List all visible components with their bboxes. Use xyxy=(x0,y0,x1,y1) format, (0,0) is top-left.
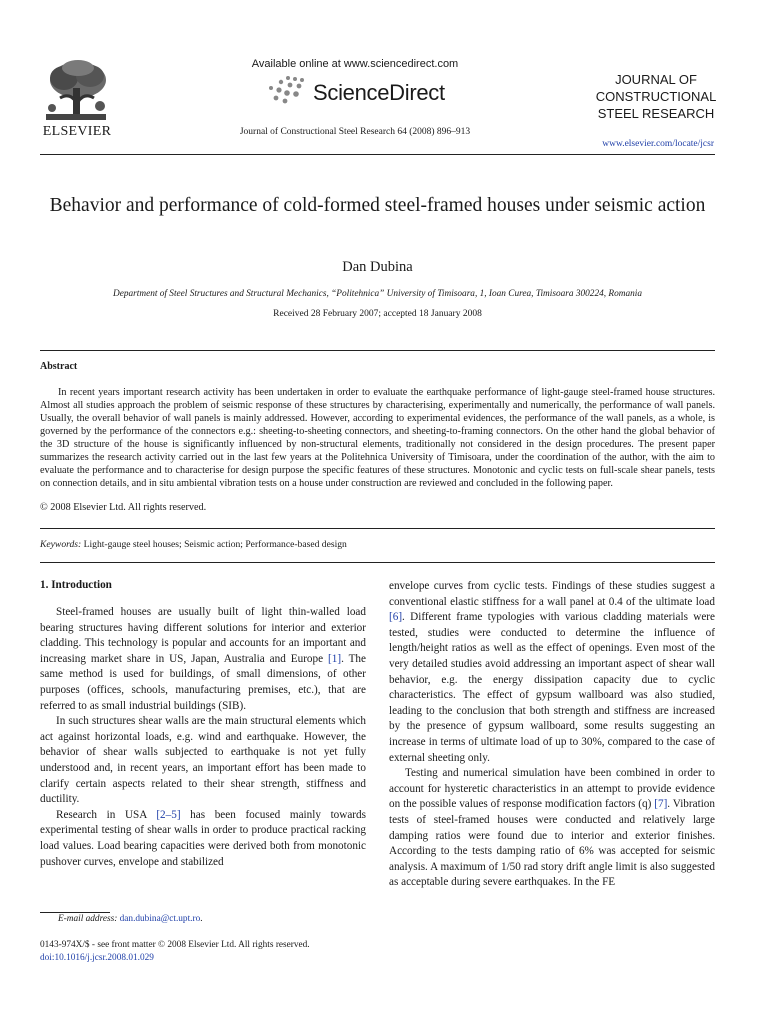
email-label: E-mail address: xyxy=(58,914,118,924)
intro-p4-text-b: . Different frame typologies with various cladding materials were tested, studies were conducted to determine the influence of length/height ratios as well as the effect of openings. Even most of the very detailed studies avoid addressing an important aspect of shear wall behavior, e.g. the energy dissipation capacity due to cyclic characteristics. The effect of gypsum wallboard was also studied, leading to the conclusion that both strength and stiffness are increased by the presence of gypsum wallboard, some results suggesting an increase in terms of ultimate load of up to 30%, compared to the case of external sheeting only. xyxy=(389,611,715,764)
journal-title-line-3: STEEL RESEARCH xyxy=(597,106,715,121)
intro-p1-text-b: . The same method is used for buildings, of small dimensions, of other purposes (offices, schools, manufacturing premises, etc.), that are referred to as small industrial buildings (SIB). xyxy=(40,652,366,712)
keywords-top-divider xyxy=(40,528,715,529)
journal-title-line-2: CONSTRUCTIONAL xyxy=(595,89,717,104)
journal-url-link[interactable]: www.elsevier.com/locate/jcsr xyxy=(602,139,714,149)
article-title: Behavior and performance of cold-formed steel-framed houses under seismic action xyxy=(49,195,706,216)
abstract-top-divider xyxy=(40,350,715,351)
footnote-divider xyxy=(40,912,110,913)
sciencedirect-dots-icon xyxy=(266,74,310,104)
keywords-line xyxy=(40,539,347,550)
author-name: Dan Dubina xyxy=(342,259,413,275)
intro-paragraph-4 xyxy=(389,579,715,766)
intro-p3-text-b: has been focused mainly towards experimental testing of shear walls in order to produce practical racking load values. Load bearing capacities were derived both from monotonic pushover curves, envelope and stabilized xyxy=(40,808,366,868)
intro-p5-text-b: . Vibration tests of steel-framed houses were conducted and relatively large damping ratios were found due to interior and exterior finishes. According to the tests damping ratio of 6% was accepted for seismic analysis. A maximum of 1/50 rad story drift angle limit is also suggested as acceptable during severe earthquakes. In the FE xyxy=(389,798,715,889)
journal-title-line-1: JOURNAL OF xyxy=(615,72,697,87)
journal-title xyxy=(586,71,726,122)
sciencedirect-wordmark: ScienceDirect xyxy=(313,80,445,105)
author-affiliation: Department of Steel Structures and Structural Mechanics, “Politehnica” University of Timisoara, 1, Ioan Curea, Timisoara 300224, Romania xyxy=(113,289,642,299)
intro-paragraph-2: In such structures shear walls are the main structural elements which act against horizontal loads, e.g. wind and earthquake. However, the behavior of shear walls subjected to earthquake is not yet fully understood and, in recent years, an important effort has been made to clarify certain aspects related to their shear strength, stiffness and ductility. xyxy=(40,715,366,806)
intro-paragraph-3 xyxy=(40,808,366,870)
citation-link-1[interactable]: [1] xyxy=(328,652,342,665)
keywords-label: Keywords: xyxy=(40,539,82,550)
intro-paragraph-1 xyxy=(40,605,366,714)
issn-copyright-line: 0143-974X/$ - see front matter © 2008 Elsevier Ltd. All rights reserved. xyxy=(40,940,310,950)
publisher-name: ELSEVIER xyxy=(42,124,112,139)
keywords-bottom-divider xyxy=(40,562,715,563)
citation-link-2-5[interactable]: [2–5] xyxy=(156,808,181,821)
author-email-footnote xyxy=(58,914,203,924)
intro-paragraph-5 xyxy=(389,766,715,891)
journal-citation: Journal of Constructional Steel Research 64 (2008) 896–913 xyxy=(239,127,471,137)
citation-link-6[interactable]: [6] xyxy=(389,611,403,624)
author-email-link[interactable]: dan.dubina@ct.upt.ro xyxy=(119,914,201,924)
abstract-copyright: © 2008 Elsevier Ltd. All rights reserved. xyxy=(40,502,207,513)
doi-link[interactable]: doi:10.1016/j.jcsr.2008.01.029 xyxy=(40,953,154,963)
abstract-heading: Abstract xyxy=(40,361,78,372)
citation-link-7[interactable]: [7] xyxy=(654,798,668,811)
abstract-body: In recent years important research activity has been undertaken in order to evaluate the earthquake performance of light-gauge steel-framed house structures. Almost all studies approach the problem of seismic response of these structures by characterising, experimentally and numerically, the performance of wall panels. Usually, the overall behavior of wall panels is mainly addressed. However, according to experimental evidences, the performance of the wall panels, as a whole, is governed by the performance of the connectors e.g.: sheeting-to-sheeting connectors, and sheeting-to-framing connectors. On the other hand the global behavior of the 3D structure of the house is significantly influenced by non-structural elements, traditionally not considered in the design procedures. The present paper summarizes the research activity carried out in the last few years at the Politehnica University of Timisoara, under the coordination of the author, with the aim to evaluate the performance and to characterise for design purpose the specific features of these structures. Monotonic and cyclic tests on full-scale shear panels, tests on connection details, and in situ ambiental vibration tests on a house under construction are reviewed and concluded in the following paper. xyxy=(40,387,715,490)
right-column xyxy=(389,579,715,891)
intro-p5-text-a: Testing and numerical simulation have been combined in order to account for hysteretic characteristics in an attempt to provide evidence on the possible values of response modification factors (q) xyxy=(389,767,715,811)
available-online-text[interactable]: Available online at www.sciencedirect.com xyxy=(251,58,459,70)
intro-p1-text-a: Steel-framed houses are usually built of light thin-walled load bearing structures having different solutions for interior and exterior cladding. This technology is popular and accounts for an important and increasing market share in US, Japan, Australia and Europe xyxy=(40,606,366,665)
intro-p3-text-a: Research in USA xyxy=(56,808,157,821)
intro-p4-text-a: envelope curves from cyclic tests. Findings of these studies suggest a conventional elastic stiffness for a wall panel at 0.4 of the ultimate load xyxy=(389,580,715,608)
received-dates: Received 28 February 2007; accepted 18 January 2008 xyxy=(273,309,482,319)
header-divider xyxy=(40,154,715,155)
section-heading-introduction: 1. Introduction xyxy=(40,579,112,591)
keywords-list: Light-gauge steel houses; Seismic action; Performance-based design xyxy=(83,539,347,550)
left-column xyxy=(40,605,366,870)
elsevier-tree-logo xyxy=(40,58,112,124)
email-suffix: . xyxy=(200,914,203,924)
